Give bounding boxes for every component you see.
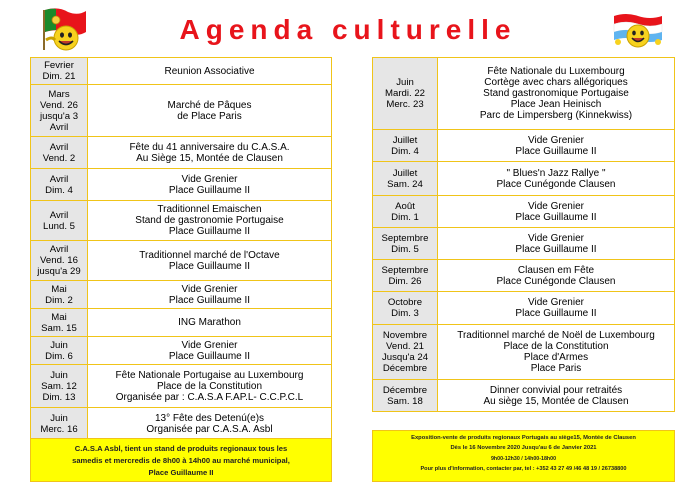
event-date (373, 196, 438, 228)
agenda-row (31, 169, 332, 201)
event-description-line: Traditionnel Emaischen (157, 204, 262, 215)
event-description-line: Place Guillaume II (168, 184, 251, 196)
event-date (31, 58, 88, 85)
event-description (88, 408, 332, 440)
event-date-line: Merc. 16 (40, 423, 78, 435)
event-date-line: Avril (49, 121, 69, 133)
event-description (88, 58, 332, 85)
event-description (438, 292, 675, 325)
event-date-line: Dim. 2 (45, 294, 73, 306)
event-description-line: Place Jean Heinisch (510, 99, 602, 110)
event-description-line: de Place Paris (177, 110, 242, 122)
event-date-line: Mai (51, 311, 67, 323)
agenda-row (373, 325, 675, 380)
event-date-line: Lund. 5 (42, 220, 75, 232)
event-date (31, 169, 88, 201)
footer-right-line: 9h00-12h30 / 14h00-18h00 (490, 455, 557, 462)
footer-left-line: C.A.S.A Asbl, tient un stand de produits regionaux tous les (74, 444, 288, 453)
event-date-line: Avril (49, 173, 69, 185)
event-date (373, 260, 438, 292)
event-description-line: Place de la Constitution (156, 380, 263, 392)
event-date-line: Août (395, 200, 415, 212)
event-date-line: Dim. 1 (391, 211, 419, 223)
footer-right-line: Exposition-vente de produits regionaux Portugais au siège15, Montée de Clausen (411, 435, 636, 441)
portugal-flag-smiley-icon (38, 6, 88, 54)
event-date-line: Juillet (392, 167, 418, 179)
footer-right-line: Pour plus d'information, contacter par, tel : +352 43 27 49 /46 48 19 / 26738800 (420, 466, 627, 473)
event-date-line: Fevrier (44, 60, 74, 71)
event-description-line: Stand de gastronomie Portugaise (135, 215, 284, 226)
agenda-row (373, 130, 675, 162)
event-date (373, 380, 438, 412)
event-date-line: Vend. 2 (42, 152, 76, 164)
event-description (88, 309, 332, 337)
event-description-line: Place Guillaume II (168, 350, 251, 362)
event-description (438, 325, 675, 380)
page-title: Agenda culturelle (179, 14, 517, 45)
event-date-line: Mai (51, 283, 67, 295)
footer-note-right (372, 430, 675, 482)
event-description-line: Place Guillaume II (515, 145, 597, 157)
event-date-line: Sam. 18 (387, 395, 423, 407)
event-date-line: Dim. 3 (391, 308, 419, 319)
event-date (31, 309, 88, 337)
event-description (88, 281, 332, 309)
agenda-row (373, 380, 675, 412)
event-date-line: Avril (49, 209, 69, 221)
event-date-line: Juin (396, 77, 414, 88)
event-date-line: Octobre (387, 297, 423, 308)
agenda-row (31, 337, 332, 365)
agenda-table-left (30, 57, 332, 440)
event-description (88, 169, 332, 201)
event-date-line: Dim. 5 (391, 243, 419, 255)
event-date (31, 408, 88, 440)
event-description-line: Place Guillaume II (515, 243, 597, 255)
event-description-line: Traditionnel marché de Noël de Luxembourg (457, 330, 655, 341)
agenda-row (31, 408, 332, 440)
event-date-line: Vend. 16 (40, 255, 78, 266)
event-date (373, 228, 438, 260)
agenda-row (31, 309, 332, 337)
event-date (31, 281, 88, 309)
event-description-line: Place Cunégonde Clausen (496, 178, 616, 190)
footer-left-line: Place Guillaume II (148, 468, 214, 478)
event-description-line: Place Paris (530, 363, 582, 374)
event-description-line: Fête Nationale Portugaise au Luxembourg (115, 369, 304, 381)
event-date-line: Dim. 4 (391, 145, 419, 157)
event-description-line: Vide Grenier (181, 283, 238, 295)
agenda-row (31, 365, 332, 408)
event-description-line: Place Guillaume II (515, 211, 597, 223)
agenda-row (373, 260, 675, 292)
event-date (31, 337, 88, 365)
event-description (438, 130, 675, 162)
event-description-line: ING Marathon (178, 317, 241, 328)
event-date-line: Sam. 24 (387, 178, 423, 190)
event-date-line: Vend. 26 (40, 99, 78, 111)
event-date (31, 85, 88, 137)
event-date (373, 325, 438, 380)
event-date (31, 201, 88, 241)
event-date-line: Dim. 4 (45, 184, 73, 196)
event-description (88, 365, 332, 408)
event-description (88, 241, 332, 281)
event-date-line: Dim. 6 (45, 350, 73, 362)
event-date-line: Novembre (382, 330, 428, 341)
event-description (438, 380, 675, 412)
agenda-row (31, 137, 332, 169)
event-description-line: Stand gastronomique Portugaise (483, 88, 629, 99)
event-description (438, 162, 675, 196)
event-description (438, 196, 675, 228)
event-description-line: " Blues'n Jazz Rallye " (506, 167, 606, 179)
agenda-row (373, 58, 675, 130)
agenda-row (373, 162, 675, 196)
event-description (88, 201, 332, 241)
event-description-line: Vide Grenier (528, 297, 584, 308)
event-description (88, 337, 332, 365)
event-description-line: Fête Nationale du Luxembourg (487, 66, 625, 77)
event-description-line: Place Guillaume II (168, 260, 251, 272)
event-date-line: Décembre (382, 363, 428, 374)
agenda-row (31, 281, 332, 309)
event-description-line: Vide Grenier (528, 200, 584, 212)
event-description-line: Vide Grenier (528, 232, 584, 244)
event-description-line: Place Guillaume II (168, 294, 251, 306)
event-date (31, 137, 88, 169)
event-date-line: Sam. 15 (41, 322, 77, 334)
event-date-line: Vend. 21 (386, 341, 424, 352)
footer-left-line: samedis et mercredis de 8h00 à 14h00 au marché municipal, (72, 456, 290, 466)
event-description (438, 260, 675, 292)
agenda-row (31, 241, 332, 281)
event-description-line: Organisée par C.A.S.A. Asbl (146, 423, 273, 435)
agenda-row (31, 201, 332, 241)
event-date-line: Avril (49, 141, 69, 153)
event-description-line: Cortège avec chars allégoriques (484, 77, 628, 88)
event-description-line: Vide Grenier (181, 339, 238, 351)
event-date-line: Juin (50, 369, 68, 381)
event-description-line: Vide Grenier (528, 134, 584, 146)
event-date-line: Septembre (381, 264, 429, 276)
event-description-line: Dinner convivial pour retraités (489, 384, 623, 396)
event-description-line: Vide Grenier (181, 173, 238, 185)
agenda-row (31, 85, 332, 137)
footer-note-left (30, 438, 332, 482)
event-date (31, 241, 88, 281)
event-description-line: 13° Fête des Detenú(e)s (154, 412, 265, 424)
event-date (373, 58, 438, 130)
event-description (88, 85, 332, 137)
event-description-line: Place d'Armes (523, 352, 589, 363)
event-description (88, 137, 332, 169)
event-description-line: Clausen em Fête (517, 264, 595, 276)
event-description-line: Reunion Associative (164, 65, 255, 77)
event-date-line: Juin (50, 412, 68, 424)
event-date-line: jusqu'a 3 (39, 110, 79, 122)
agenda-row (373, 228, 675, 260)
event-date-line: Mars (48, 88, 70, 100)
event-date (373, 130, 438, 162)
event-date-line: Dim. 13 (42, 391, 76, 403)
event-description-line: Place de la Constitution (503, 341, 609, 352)
event-description (438, 58, 675, 130)
event-description-line: Fête du 41 anniversaire du C.A.S.A. (129, 141, 290, 153)
event-date-line: Dim. 21 (42, 71, 76, 82)
event-date-line: Septembre (381, 232, 429, 244)
event-description-line: Traditionnel marché de l'Octave (139, 249, 280, 261)
event-date-line: jusqu'a 29 (37, 266, 81, 277)
agenda-row (31, 58, 332, 85)
event-description-line: Au siège 15, Montée de Clausen (483, 395, 629, 407)
agenda-row (373, 196, 675, 228)
event-description-line: Marché de Pâques (167, 99, 252, 111)
footer-right-line: Dès le 16 Novembre 2020 Jusqu'au 6 de Janvier 2021 (450, 445, 597, 452)
event-description-line: Place Guillaume II (168, 226, 251, 237)
event-description (438, 228, 675, 260)
event-date (373, 292, 438, 325)
event-description-line: Au Siège 15, Montée de Clausen (136, 152, 283, 164)
luxembourg-flag-smiley-icon (612, 12, 664, 50)
event-date (373, 162, 438, 196)
event-date-line: Juillet (392, 134, 418, 146)
event-date-line: Jusqu'a 24 (381, 352, 429, 363)
event-date-line: Décembre (382, 384, 428, 396)
agenda-table-right (372, 57, 675, 412)
event-description-line: Organisée par : C.A.S.A F.AP.L- C.C.P.C.L (115, 391, 304, 403)
event-date-line: Avril (49, 244, 69, 255)
event-description-line: Parc de Limpersberg (Kinnekwiss) (479, 110, 633, 121)
event-description-line: Place Guillaume II (515, 308, 597, 319)
event-date-line: Mardi. 22 (385, 88, 425, 99)
event-date-line: Sam. 12 (41, 380, 77, 392)
agenda-row (373, 292, 675, 325)
event-date (31, 365, 88, 408)
event-date-line: Dim. 26 (388, 275, 422, 287)
event-date-line: Juin (50, 339, 68, 351)
event-date-line: Merc. 23 (386, 99, 424, 110)
event-description-line: Place Cunégonde Clausen (496, 275, 616, 287)
